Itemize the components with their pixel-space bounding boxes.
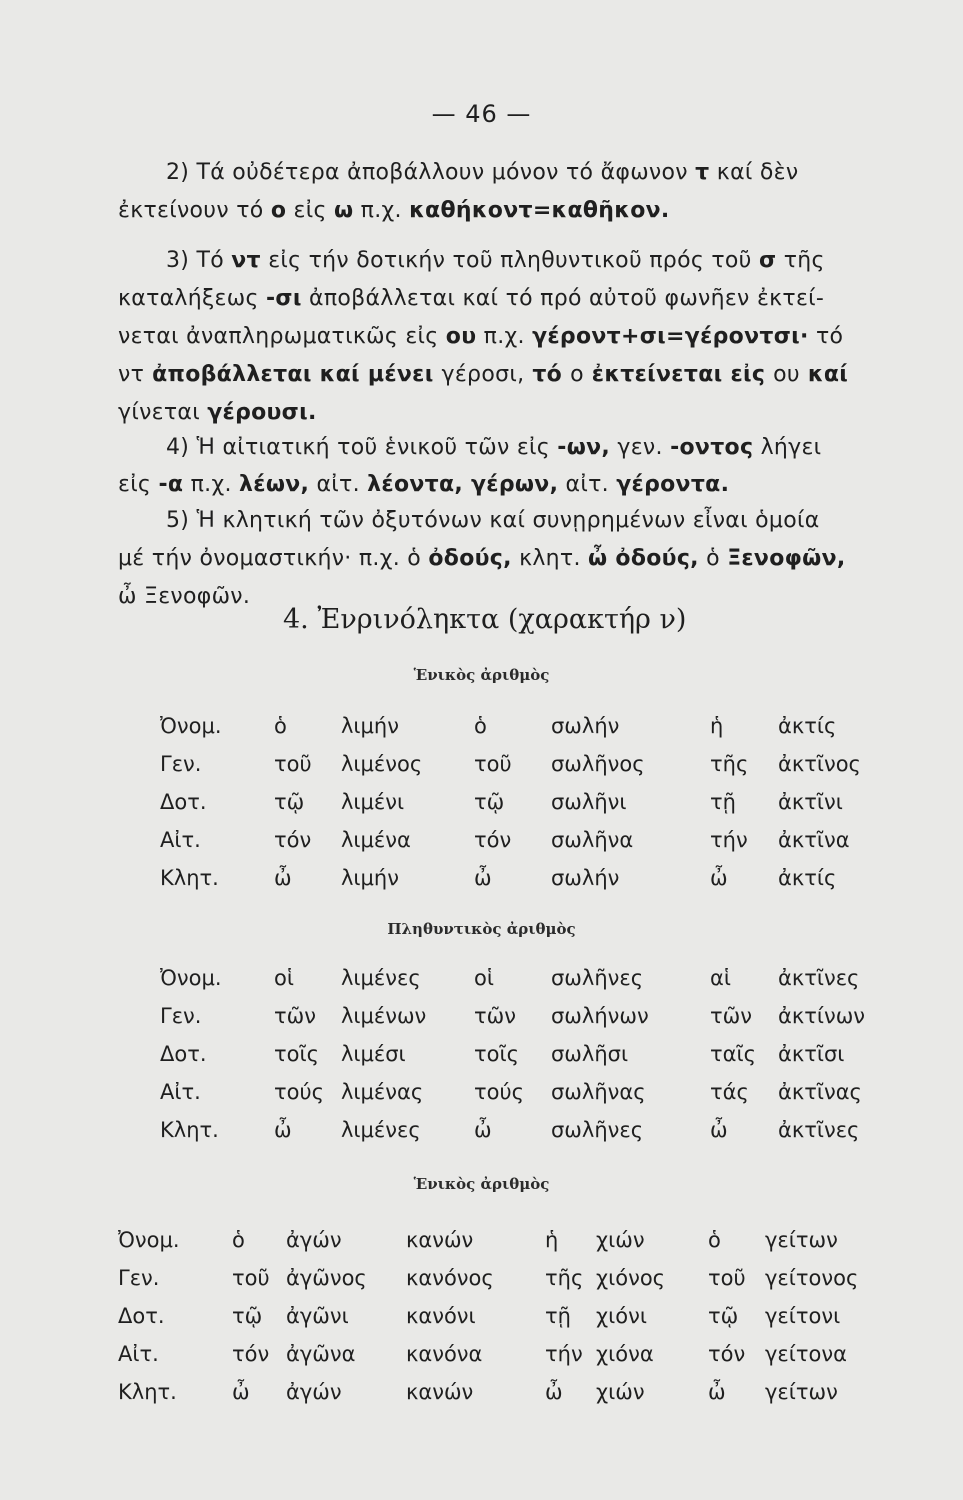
paragraph-1-line-1 bbox=[166, 160, 936, 185]
table-cell: τῷ bbox=[708, 1304, 739, 1328]
text: 3) Τό bbox=[166, 248, 232, 273]
text: νεται ἀναπληρωματικῶς εἰς bbox=[118, 324, 446, 349]
table-cell: κανών bbox=[406, 1228, 474, 1252]
table-cell: ὦ bbox=[274, 1118, 292, 1142]
table-cell: τῶν bbox=[474, 1004, 516, 1028]
paragraph-2-line-4 bbox=[118, 362, 888, 387]
table-cell: ἀκτίνων bbox=[778, 1004, 866, 1028]
emphasis: γέροντ+σι=γέροντσι· bbox=[532, 324, 809, 349]
case-label: Δοτ. bbox=[160, 1042, 207, 1066]
table-row bbox=[0, 1004, 963, 1034]
table-cell: ὁ bbox=[708, 1228, 721, 1252]
table-cell: ἀκτῖνες bbox=[778, 1118, 860, 1142]
text: μέ τήν ὀνομαστικήν· π.χ. ὁ bbox=[118, 546, 429, 571]
text: εἰς bbox=[286, 198, 334, 223]
paragraph-3-line-2 bbox=[118, 472, 888, 497]
text: π.χ. bbox=[476, 324, 533, 349]
table-cell: σωλῆνες bbox=[551, 1118, 644, 1142]
table-row bbox=[0, 866, 963, 896]
table-cell: ὦ bbox=[545, 1380, 563, 1404]
table-cell: ἀγών bbox=[286, 1380, 342, 1404]
table-cell: τῷ bbox=[274, 790, 305, 814]
emphasis: ἐκτείνεται εἰς bbox=[583, 362, 774, 387]
table-cell: τάς bbox=[710, 1080, 749, 1104]
case-label: Δοτ. bbox=[118, 1304, 165, 1328]
case-label: Γεν. bbox=[160, 1004, 202, 1028]
emphasis: τ bbox=[695, 160, 710, 185]
paragraph-2-line-5 bbox=[118, 400, 888, 425]
table-cell: γείτονος bbox=[765, 1266, 859, 1290]
table-cell: γείτων bbox=[765, 1228, 838, 1252]
table-cell: τῇ bbox=[710, 790, 736, 814]
table-cell: τοῦ bbox=[474, 752, 512, 776]
table-cell: σωλήν bbox=[551, 866, 620, 890]
table-row bbox=[0, 1304, 963, 1334]
table-cell: τήν bbox=[545, 1342, 583, 1366]
table-cell: τούς bbox=[274, 1080, 324, 1104]
table-cell: λιμήν bbox=[341, 714, 399, 738]
case-label: Γεν. bbox=[118, 1266, 160, 1290]
case-label: Κλητ. bbox=[160, 866, 219, 890]
table-cell: ἀκτῖνι bbox=[778, 790, 843, 814]
table-cell: χιόνα bbox=[596, 1342, 654, 1366]
table-cell: ὦ bbox=[708, 1380, 726, 1404]
emphasis: -ων, bbox=[557, 435, 611, 460]
paragraph-4-line-1 bbox=[166, 508, 936, 533]
text: εἰς τήν δοτικήν τοῦ πληθυντικοῦ πρός τοῦ bbox=[260, 248, 759, 273]
table-cell: ἀκτῖνας bbox=[778, 1080, 862, 1104]
table-cell: χιόνι bbox=[596, 1304, 647, 1328]
table-cell: τῷ bbox=[232, 1304, 263, 1328]
table-row bbox=[0, 1228, 963, 1258]
text: κλητ. bbox=[511, 546, 589, 571]
text: γίνεται bbox=[118, 400, 208, 425]
case-label: Κλητ. bbox=[160, 1118, 219, 1142]
table-row bbox=[0, 1342, 963, 1372]
table-row bbox=[0, 714, 963, 744]
text: γέροσι, bbox=[441, 362, 525, 387]
table-cell: γείτονα bbox=[765, 1342, 847, 1366]
emphasis: λέοντα, γέρων, bbox=[367, 472, 559, 497]
text: εἰς bbox=[118, 472, 159, 497]
text: ὁ bbox=[698, 546, 728, 571]
emphasis: καθήκοντ=καθῆκον. bbox=[409, 198, 670, 223]
table-cell: τῆς bbox=[710, 752, 749, 776]
table-cell: κανόνι bbox=[406, 1304, 476, 1328]
table-cell: λιμένας bbox=[341, 1080, 424, 1104]
case-label: Δοτ. bbox=[160, 790, 207, 814]
emphasis: γέρουσι. bbox=[207, 400, 317, 425]
table-cell: λιμένι bbox=[341, 790, 405, 814]
table-cell: ἡ bbox=[545, 1228, 559, 1252]
table-cell: σωλῆνι bbox=[551, 790, 627, 814]
table-cell: τῇ bbox=[545, 1304, 571, 1328]
table-row bbox=[0, 1080, 963, 1110]
table-cell: τόν bbox=[708, 1342, 746, 1366]
emphasis: ου bbox=[445, 324, 477, 349]
table-cell: ἀκτίς bbox=[778, 866, 837, 890]
text: ὦ Ξενοφῶν. bbox=[118, 584, 251, 609]
case-label: Ὀνομ. bbox=[160, 714, 222, 738]
table-cell: τοῦ bbox=[232, 1266, 270, 1290]
table-cell: ἡ bbox=[710, 714, 724, 738]
table-cell: σωλῆσι bbox=[551, 1042, 629, 1066]
table-cell: τοῖς bbox=[274, 1042, 319, 1066]
case-label: Ὀνομ. bbox=[160, 966, 222, 990]
table-cell: κανών bbox=[406, 1380, 474, 1404]
text: ντ bbox=[118, 362, 145, 387]
table-cell: οἱ bbox=[274, 966, 294, 990]
text: ο bbox=[570, 362, 584, 387]
paragraph-2-line-3 bbox=[118, 324, 888, 349]
table-cell: ἀγῶνι bbox=[286, 1304, 349, 1328]
table-cell: σωλήνων bbox=[551, 1004, 649, 1028]
table-cell: ὦ bbox=[710, 866, 728, 890]
table-row bbox=[0, 1266, 963, 1296]
table-cell: ἀγῶνα bbox=[286, 1342, 356, 1366]
table-cell: ὁ bbox=[232, 1228, 245, 1252]
emphasis: -α bbox=[158, 472, 184, 497]
table-cell: σωλῆνας bbox=[551, 1080, 646, 1104]
table-cell: ἀκτῖνες bbox=[778, 966, 860, 990]
case-label: Αἰτ. bbox=[160, 1080, 201, 1104]
table-cell: ὁ bbox=[274, 714, 287, 738]
text: ου bbox=[773, 362, 800, 387]
table-cell: ἀκτίς bbox=[778, 714, 837, 738]
table-row bbox=[0, 966, 963, 996]
text: γεν. bbox=[610, 435, 671, 460]
emphasis: ω bbox=[333, 198, 354, 223]
table-row bbox=[0, 1118, 963, 1148]
table-cell: ταῖς bbox=[710, 1042, 756, 1066]
table-cell: οἱ bbox=[474, 966, 494, 990]
table-cell: τῆς bbox=[545, 1266, 584, 1290]
table-cell: τῷ bbox=[474, 790, 505, 814]
text: 4) Ἡ αἰτιατική τοῦ ἑνικοῦ τῶν εἰς bbox=[166, 435, 558, 460]
text: καταλήξεως bbox=[118, 286, 266, 311]
table-cell: σωλήν bbox=[551, 714, 620, 738]
table-cell: χιών bbox=[596, 1228, 645, 1252]
table-cell: σωλῆνα bbox=[551, 828, 634, 852]
emphasis: -οντος bbox=[670, 435, 754, 460]
table-cell: τούς bbox=[474, 1080, 524, 1104]
table-cell: τόν bbox=[274, 828, 312, 852]
table-cell: ἀγών bbox=[286, 1228, 342, 1252]
table-cell: λιμένος bbox=[341, 752, 423, 776]
table-cell: τόν bbox=[232, 1342, 270, 1366]
emphasis: ἀποβάλλεται καί μένει bbox=[144, 362, 442, 387]
table-cell: λιμένες bbox=[341, 966, 421, 990]
emphasis: ὦ ὀδούς, bbox=[588, 546, 699, 571]
text: ἐκτείνουν τό bbox=[118, 198, 271, 223]
table-cell: γείτων bbox=[765, 1380, 838, 1404]
table-cell: ἀγῶνος bbox=[286, 1266, 367, 1290]
table-cell: λιμένων bbox=[341, 1004, 427, 1028]
text: καί δὲν bbox=[709, 160, 799, 185]
text: τῆς bbox=[776, 248, 825, 273]
text: τό bbox=[808, 324, 844, 349]
paragraph-4-line-2 bbox=[118, 546, 888, 571]
table-cell: λιμένες bbox=[341, 1118, 421, 1142]
paragraph-2-line-2 bbox=[118, 286, 888, 311]
table-cell: κανόνος bbox=[406, 1266, 494, 1290]
table-cell: ἀκτῖνα bbox=[778, 828, 850, 852]
paragraph-3-line-1 bbox=[166, 435, 936, 460]
table-cell: τῶν bbox=[710, 1004, 752, 1028]
paragraph-1-line-2 bbox=[118, 198, 888, 223]
table-cell: τήν bbox=[710, 828, 748, 852]
case-label: Ὀνομ. bbox=[118, 1228, 180, 1252]
page-number: — 46 — bbox=[431, 100, 532, 128]
table-cell: τοῖς bbox=[474, 1042, 519, 1066]
table-cell: τοῦ bbox=[274, 752, 312, 776]
emphasis: καί bbox=[799, 362, 849, 387]
emphasis: τό bbox=[524, 362, 571, 387]
table-cell: ἀκτῖσι bbox=[778, 1042, 845, 1066]
text: 5) Ἡ κλητική τῶν ὀξυτόνων καί συνῃρημένων εἶναι ὁμοία bbox=[166, 508, 820, 533]
table-cell: σωλῆνος bbox=[551, 752, 645, 776]
paragraph-2-line-1 bbox=[166, 248, 936, 273]
table-cell: λιμήν bbox=[341, 866, 399, 890]
text: ἀποβάλλεται καί τό πρό αὐτοῦ φωνῆεν ἐκτεί- bbox=[301, 286, 825, 311]
emphasis: γέροντα. bbox=[616, 472, 730, 497]
text: π.χ. bbox=[183, 472, 240, 497]
table-row bbox=[0, 790, 963, 820]
case-label: Αἰτ. bbox=[118, 1342, 159, 1366]
emphasis: -σι bbox=[265, 286, 302, 311]
emphasis: λέων, bbox=[239, 472, 310, 497]
table-cell: χιών bbox=[596, 1380, 645, 1404]
text: λήγει bbox=[753, 435, 822, 460]
table-row bbox=[0, 1042, 963, 1072]
table-cell: χιόνος bbox=[596, 1266, 665, 1290]
emphasis: σ bbox=[758, 248, 777, 273]
table-cell: αἱ bbox=[710, 966, 731, 990]
text: αἰτ. bbox=[309, 472, 368, 497]
case-label: Αἰτ. bbox=[160, 828, 201, 852]
table-cell: λιμέσι bbox=[341, 1042, 406, 1066]
table-cell: ὦ bbox=[710, 1118, 728, 1142]
text: π.χ. bbox=[353, 198, 410, 223]
section-heading: 4. Ἐνρινόληκτα (χαρακτήρ ν) bbox=[283, 604, 687, 635]
table-cell: ὦ bbox=[474, 866, 492, 890]
table-row bbox=[0, 828, 963, 858]
table-cell: τοῦ bbox=[708, 1266, 746, 1290]
table-cell: τῶν bbox=[274, 1004, 316, 1028]
singular-label-2: Ἑνικὸς ἀριθμὸς bbox=[413, 1175, 550, 1193]
text: 2) Τά οὐδέτερα ἀποβάλλουν μόνον τό ἄφωνον bbox=[166, 160, 696, 185]
table-cell: ἀκτῖνος bbox=[778, 752, 861, 776]
table-cell: γείτονι bbox=[765, 1304, 841, 1328]
singular-label: Ἑνικὸς ἀριθμὸς bbox=[413, 666, 550, 684]
table-cell: λιμένα bbox=[341, 828, 411, 852]
table-cell: ὦ bbox=[474, 1118, 492, 1142]
table-cell: ὦ bbox=[274, 866, 292, 890]
table-cell: κανόνα bbox=[406, 1342, 483, 1366]
text: αἰτ. bbox=[558, 472, 617, 497]
table-row bbox=[0, 1380, 963, 1410]
emphasis: ὀδούς, bbox=[428, 546, 512, 571]
case-label: Γεν. bbox=[160, 752, 202, 776]
case-label: Κλητ. bbox=[118, 1380, 177, 1404]
table-cell: ὁ bbox=[474, 714, 487, 738]
emphasis: ντ bbox=[231, 248, 261, 273]
table-cell: τόν bbox=[474, 828, 512, 852]
emphasis: ο bbox=[270, 198, 287, 223]
table-row bbox=[0, 752, 963, 782]
plural-label: Πληθυντικὸς ἀριθμὸς bbox=[387, 920, 576, 938]
table-cell: ὦ bbox=[232, 1380, 250, 1404]
emphasis: Ξενοφῶν, bbox=[727, 546, 846, 571]
table-cell: σωλῆνες bbox=[551, 966, 644, 990]
